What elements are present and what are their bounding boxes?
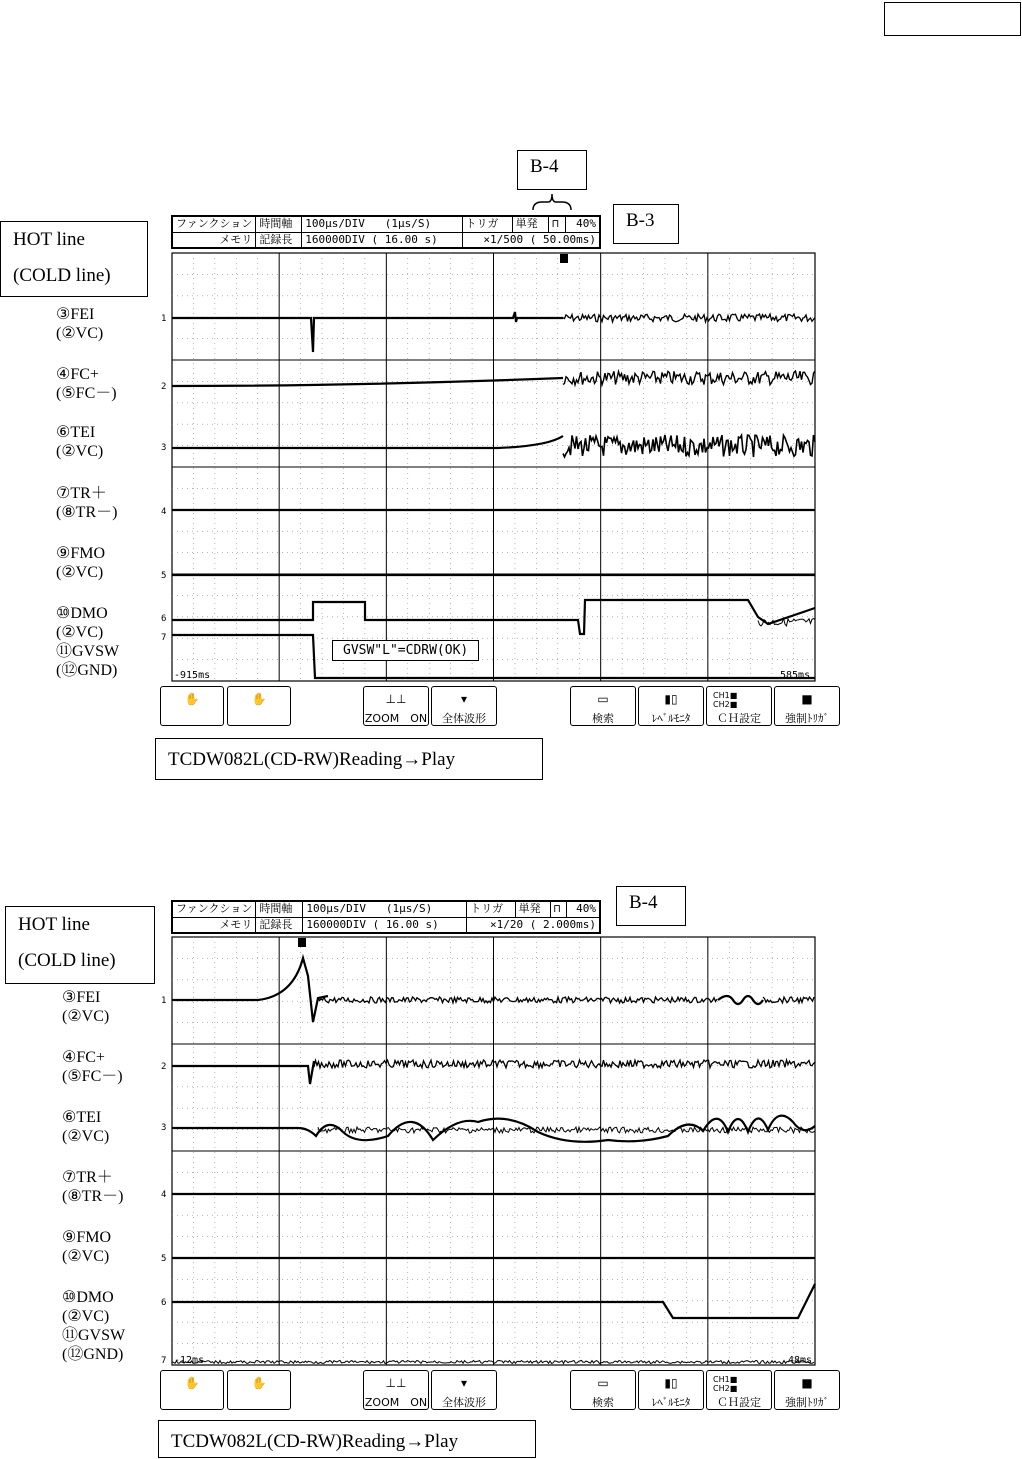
trigger-icon: ■ <box>801 692 813 706</box>
scroll-left-button[interactable] <box>160 1370 224 1410</box>
zoom-value: ×1/500 ( 50.00ms) <box>462 232 599 248</box>
trigger-slope-icon: ⊓ <box>550 902 567 918</box>
record-value: 160000DIV ( 16.00 s) <box>302 232 462 248</box>
left-time: -915ms <box>174 670 211 681</box>
zoom-on-button[interactable]: ⊥⊥ ZOOM ON <box>363 1370 429 1410</box>
hot-line-label: HOT line <box>18 914 90 935</box>
channel-name: ④FC+ <box>62 1049 105 1066</box>
zoom-value: ×1/20 ( 2.000ms) <box>467 917 600 933</box>
force-trigger-button[interactable]: ■ 強制ﾄﾘｶﾞ <box>774 686 840 726</box>
trigger-label: トリガ <box>462 217 512 233</box>
scope-plot <box>158 936 820 1368</box>
channel-name: ⑪GVSW <box>62 1327 126 1344</box>
whole-waveform-button[interactable]: ▾ 全体波形 <box>431 686 497 726</box>
trigger-position: 40% <box>567 902 600 918</box>
channel-name: ⑥TEI <box>62 1109 102 1126</box>
trace-number: 2 <box>161 382 167 392</box>
channel-name: ③FEI <box>56 306 95 323</box>
channel-ref: (②VC) <box>56 443 104 460</box>
trace-number: 3 <box>161 1123 167 1133</box>
channel-name: ⑨FMO <box>62 1229 112 1246</box>
trace <box>172 958 328 1022</box>
tag-b3: B-3 <box>613 204 679 244</box>
channel-labels <box>62 986 172 1376</box>
hand-icon: ✋ <box>251 692 267 706</box>
channel-name: ⑪GVSW <box>56 643 120 660</box>
down-arrow-icon: ▾ <box>460 1376 468 1390</box>
trace <box>172 436 563 448</box>
hot-cold-legend <box>5 906 155 984</box>
record-value: 160000DIV ( 16.00 s) <box>303 917 467 933</box>
function-label: ファンクション <box>173 902 256 918</box>
channel-ref: (⑫GND) <box>56 662 118 679</box>
right-time: 48ms <box>788 1355 813 1366</box>
zoom-on-button[interactable]: ⊥⊥ ZOOM ON <box>363 686 429 726</box>
trace-number: 2 <box>161 1062 167 1072</box>
channel-name: ⑨FMO <box>56 545 106 562</box>
whole-waveform-button[interactable]: ▾ 全体波形 <box>431 1370 497 1410</box>
channel-ref: (⑧TR－) <box>56 504 118 521</box>
channel-name: ⑩DMO <box>62 1289 114 1306</box>
tag-b4-above: B-4 <box>517 150 587 190</box>
trace-number: 6 <box>161 614 167 624</box>
trigger-mode: 単発 <box>512 217 548 233</box>
trigger-mode: 単発 <box>515 902 550 918</box>
ch-setting-button[interactable]: CH1■ CH2■ ＣＨ設定 <box>706 686 772 726</box>
channel-ref: (②VC) <box>62 1308 110 1325</box>
channel-ref: (②VC) <box>62 1008 110 1025</box>
level-meter-icon: ▮▯ <box>664 1376 678 1390</box>
scope-button-bar <box>160 1370 840 1410</box>
channel-labels <box>56 300 166 690</box>
channel-ref: (⑤FC－) <box>62 1068 123 1085</box>
right-time: 585ms <box>780 670 811 681</box>
trace-number: 7 <box>161 1356 167 1366</box>
trace <box>314 1060 815 1068</box>
trace-number: 1 <box>161 996 167 1006</box>
channel-ref: (②VC) <box>62 1128 110 1145</box>
trace-number: 3 <box>161 443 167 453</box>
trace-number: 7 <box>161 633 167 643</box>
function-value: メモリ <box>173 232 256 248</box>
channel-icon: CH1■ CH2■ <box>713 691 738 709</box>
scope-button-bar <box>160 686 840 726</box>
caption: TCDW082L(CD-RW)Reading→Play <box>155 738 543 780</box>
trace-number: 4 <box>161 507 167 517</box>
zoom-icon: ⊥⊥ <box>385 1376 407 1390</box>
search-button[interactable]: ▭ 検索 <box>570 1370 636 1410</box>
search-button[interactable]: ▭ 検索 <box>570 686 636 726</box>
scroll-right-button[interactable] <box>227 1370 291 1410</box>
trace <box>718 996 763 1004</box>
trigger-marker-icon <box>298 938 306 947</box>
caption: TCDW082L(CD-RW)Reading→Play <box>158 1420 536 1458</box>
function-value: メモリ <box>173 917 256 933</box>
channel-name: ⑦TR＋ <box>62 1169 113 1186</box>
trigger-label: トリガ <box>467 902 515 918</box>
trace-number: 6 <box>161 1298 167 1308</box>
channel-icon: CH1■ CH2■ <box>713 1375 738 1393</box>
trace <box>172 312 563 352</box>
channel-ref: (②VC) <box>62 1248 110 1265</box>
trace <box>172 378 563 386</box>
trace <box>763 997 814 1003</box>
channel-name: ⑦TR＋ <box>56 485 107 502</box>
level-monitor-button[interactable]: ▮▯ ﾚﾍﾞﾙﾓﾆﾀ <box>638 1370 704 1410</box>
hand-icon: ✋ <box>184 1376 200 1390</box>
hot-line-label: HOT line <box>13 229 85 250</box>
channel-ref: (⑧TR－) <box>62 1188 124 1205</box>
ch-setting-button[interactable]: CH1■ CH2■ ＣＨ設定 <box>706 1370 772 1410</box>
cold-line-label: (COLD line) <box>13 265 111 286</box>
search-icon: ▭ <box>597 692 609 706</box>
timebase-value: 100µs/DIV (1µs/S) <box>302 217 462 233</box>
hand-icon: ✋ <box>251 1376 267 1390</box>
force-trigger-button[interactable]: ■ 強制ﾄﾘｶﾞ <box>774 1370 840 1410</box>
trigger-slope-icon: ⊓ <box>549 217 566 233</box>
gvsw-annotation: GVSW"L"=CDRW(OK) <box>332 640 479 661</box>
hand-icon: ✋ <box>184 692 200 706</box>
scope-plot <box>158 252 820 684</box>
level-meter-icon: ▮▯ <box>664 692 678 706</box>
scroll-left-button[interactable] <box>160 686 224 726</box>
trace-number: 5 <box>161 571 167 581</box>
trigger-icon: ■ <box>801 1376 813 1390</box>
channel-name: ④FC+ <box>56 366 99 383</box>
level-monitor-button[interactable]: ▮▯ ﾚﾍﾞﾙﾓﾆﾀ <box>638 686 704 726</box>
scope-header <box>171 215 601 249</box>
timebase-label: 時間軸 <box>256 217 302 233</box>
cold-line-label: (COLD line) <box>18 950 116 971</box>
scroll-right-button[interactable] <box>227 686 291 726</box>
record-label: 記録長 <box>256 917 303 933</box>
channel-ref: (⑤FC－) <box>56 385 117 402</box>
search-icon: ▭ <box>597 1376 609 1390</box>
corner-box <box>884 2 1021 36</box>
scope-header <box>171 900 601 934</box>
trace-number: 5 <box>161 1254 167 1264</box>
trace-number: 1 <box>161 314 167 324</box>
channel-name: ⑩DMO <box>56 605 108 622</box>
hot-cold-legend <box>0 221 148 297</box>
timebase-label: 時間軸 <box>256 902 303 918</box>
trigger-marker-icon <box>560 254 568 263</box>
channel-ref: (⑫GND) <box>62 1346 124 1363</box>
zoom-icon: ⊥⊥ <box>385 692 407 706</box>
function-label: ファンクション <box>173 217 256 233</box>
channel-name: ⑥TEI <box>56 424 96 441</box>
down-arrow-icon: ▾ <box>460 692 468 706</box>
trace <box>758 618 815 626</box>
timebase-value: 100µs/DIV (1µs/S) <box>303 902 467 918</box>
channel-ref: (②VC) <box>56 624 104 641</box>
trace <box>318 997 717 1003</box>
channel-name: ③FEI <box>62 989 101 1006</box>
channel-ref: (②VC) <box>56 564 104 581</box>
trigger-position: 40% <box>566 217 600 233</box>
tag-b4: B-4 <box>616 886 686 926</box>
left-time: -12ms <box>174 1355 205 1366</box>
brace-icon <box>530 190 574 212</box>
channel-ref: (②VC) <box>56 325 104 342</box>
trace-number: 4 <box>161 1190 167 1200</box>
record-label: 記録長 <box>256 232 302 248</box>
